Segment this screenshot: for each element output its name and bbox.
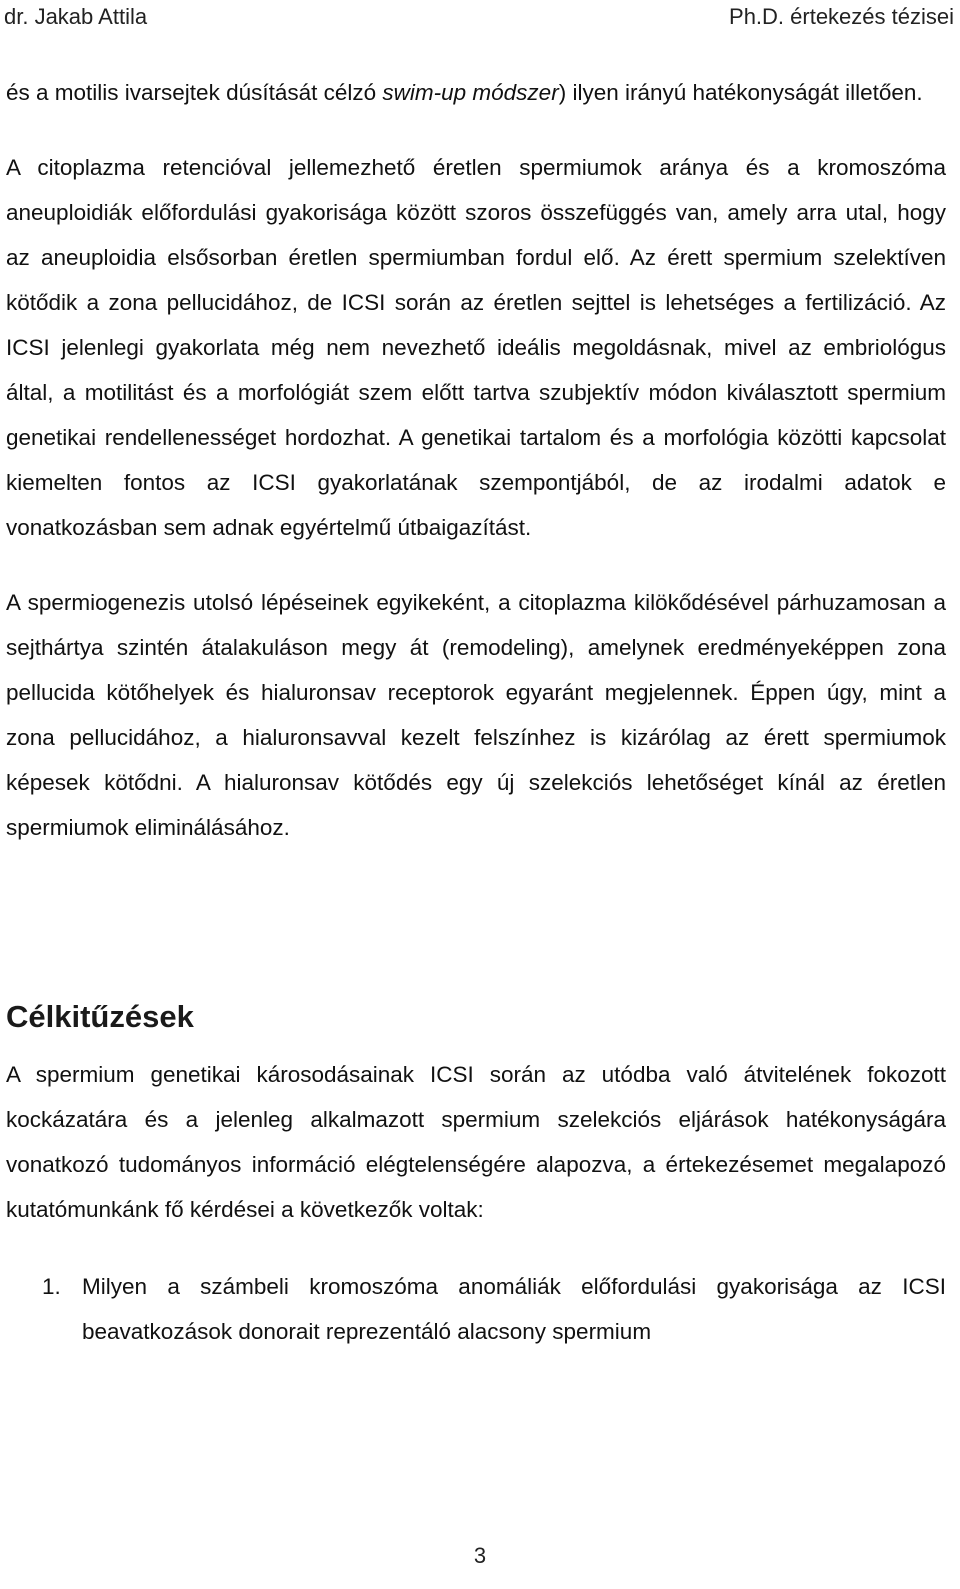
paragraph-italic-term: swim-up módszer [382, 80, 559, 105]
page-number: 3 [473, 1543, 487, 1568]
paragraph-continuation [6, 70, 946, 115]
page-body [6, 70, 946, 1354]
list-item-number: 1. [42, 1274, 61, 1299]
section-intro-paragraph: A spermium genetikai károsodásainak ICSI során az utódba való átvitelének fokozott kockázatára és a jelenleg alkalmazott spermium szelekciós eljárások hatékonyságára vonatkozó tudományos információ elégtelenségére alapozva, a értekezésemet megalapozó kutatómunkánk fő kérdései a következők voltak: [6, 1062, 946, 1222]
section-heading: Célkitűzések [6, 999, 194, 1034]
page-header [4, 2, 954, 32]
list-item [6, 1264, 946, 1354]
paragraph-text-before-italic: és a motilis ivarsejtek dúsítását célzó [6, 80, 383, 105]
paragraph-cytoplasm-retention: A citoplazma retencióval jellemezhető éretlen spermiumok aránya és a kromoszóma aneuploidiák előfordulási gyakorisága között szoros összefüggés van, amely arra utal, hogy az aneuploidia elsősorban éretlen spermiumban fordul elő. Az érett spermium szelektíven kötődik a zona pellucidához, de ICSI során az éretlen sejttel is lehetséges a fertilizáció. Az ICSI jelenlegi gyakorlata még nem nevezhető ideális megoldásnak, mivel az embriológus által, a motilitást és a morfológiát szem előtt tartva szubjektív módon kiválasztott spermium genetikai rendellenességet hordozhat. A genetikai tartalom és a morfológia közötti kapcsolat kiemelten fontos az ICSI gyakorlatának szempontjából, de az irodalmi adatok e vonatkozásban sem adnak egyértelmű útbaigazítást. [6, 155, 946, 540]
paragraph-text-after-italic: ) ilyen irányú hatékonyságát illetően. [558, 80, 923, 105]
header-author: dr. Jakab Attila [4, 4, 148, 29]
list-item-text: Milyen a számbeli kromoszóma anomáliák előfordulási gyakorisága az ICSI beavatkozások donorait reprezentáló alacsony spermium [82, 1274, 946, 1344]
paragraph-spermiogenesis: A spermiogenezis utolsó lépéseinek egyikeként, a citoplazma kilökődésével párhuzamosan a sejthártya szintén átalakuláson megy át (remodeling), amelynek eredményeképpen zona pellucida kötőhelyek és hialuronsav receptorok egyaránt megjelennek. Éppen úgy, mint a zona pellucidához, a hialuronsavval kezelt felszínhez is kizárólag az érett spermiumok képesek kötődni. A hialuronsav kötődés egy új szelekciós lehetőséget kínál az éretlen spermiumok eliminálásához. [6, 590, 946, 840]
research-questions-list [6, 1264, 946, 1354]
header-document-title: Ph.D. értekezés tézisei [729, 4, 954, 29]
